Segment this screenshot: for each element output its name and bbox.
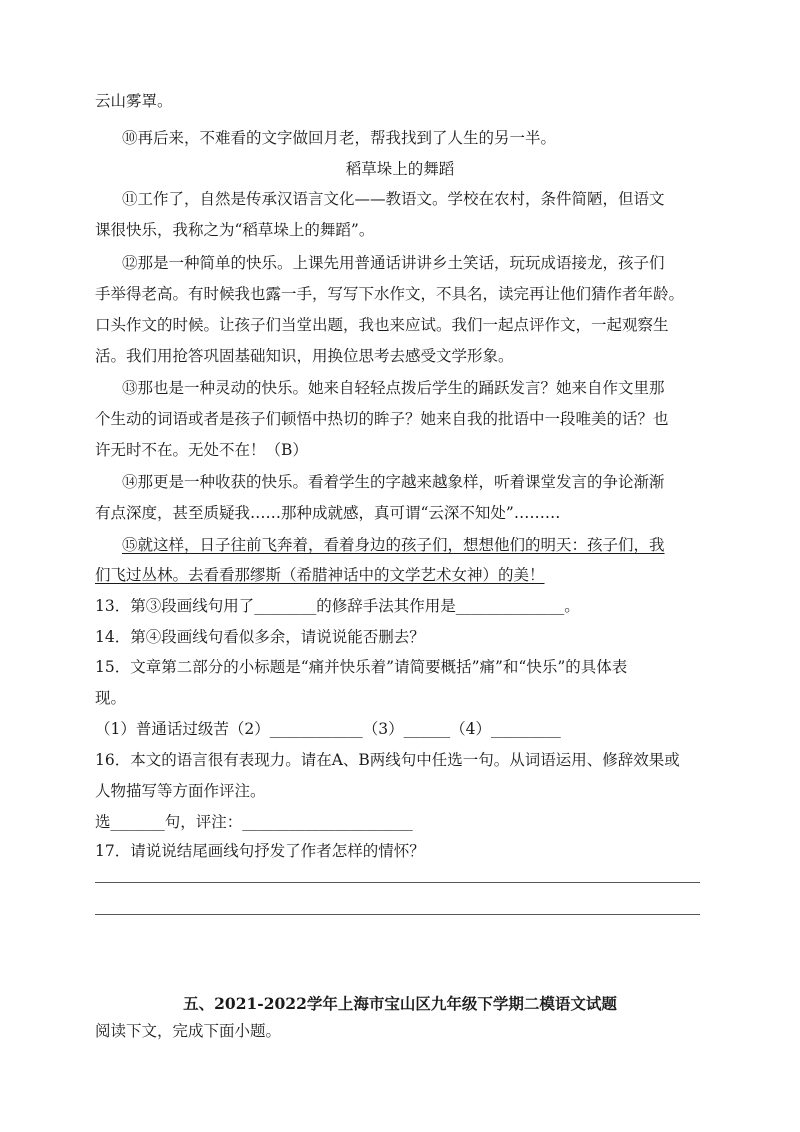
paragraph-11-line-2: 课很快乐，我称之为“稻草垛上的舞蹈”。	[95, 221, 375, 239]
paragraph-12-line-4: 活。我们用抢答巩固基础知识，用换位思考去感受文学形象。	[95, 347, 514, 365]
answer-line-1	[95, 882, 700, 883]
text-line: 云山雾罩。	[95, 92, 173, 110]
question-15-line-1: 15．文章第二部分的小标题是“痛并快乐着”请简要概括”痛”和“快乐”的具体表	[95, 658, 628, 676]
question-16-line-2: 人物描写等方面作评注。	[95, 782, 266, 800]
paragraph-12-line-2: 手举得老高。有时候我也露一手，写写下水作文，不具名，读完再让他们猜作者年龄。	[95, 285, 685, 303]
paragraph-10: ⑩再后来，不难看的文字做回月老，帮我找到了人生的另一半。	[122, 129, 557, 147]
question-13: 13．第③段画线句用了________的修辞手法其作用是______________。	[95, 597, 580, 615]
paragraph-15-underlined-line-2: 们飞过丛林。去看看那缪斯（希腊神话中的文学艺术女神）的美！	[95, 566, 545, 584]
question-17: 17．请说说结尾画线句抒发了作者怎样的情怀？	[95, 842, 425, 860]
paragraph-14-line-2: 有点深度，甚至质疑我……那种成就感，真可谓“云深不知处”………	[95, 504, 561, 522]
question-16-answer: 选_______句，评注：______________________	[95, 813, 413, 831]
question-15-line-2: 现。	[95, 689, 127, 707]
paragraph-11-line-1: ⑪工作了，自然是传承汉语言文化——教语文。学校在农村，条件简陋，但语文	[122, 190, 665, 208]
paragraph-12-line-1: ⑫那是一种简单的快乐。上课先用普通话讲讲乡土笑话，玩玩成语接龙，孩子们	[122, 254, 665, 272]
paragraph-12-line-3: 口头作文的时候。让孩子们当堂出题，我也来应试。我们一起点评作文，一起观察生	[95, 316, 669, 334]
answer-line-2	[95, 914, 700, 915]
paragraph-13-line-1: ⑬那也是一种灵动的快乐。她来自轻轻点拨后学生的踊跃发言？她来自作文里那	[122, 379, 665, 397]
reading-instruction: 阅读下文，完成下面小题。	[95, 1022, 282, 1040]
section-subtitle: 稻草垛上的舞蹈	[345, 160, 455, 178]
paragraph-14-line-1: ⑭那更是一种收获的快乐。看着学生的字越来越象样，听着课堂发言的争论渐渐	[122, 473, 665, 491]
paragraph-13-line-3: 许无时不在。无处不在！（B）	[95, 441, 308, 459]
section-heading: 五、2021-2022学年上海市宝山区九年级下学期二模语文试题	[183, 994, 617, 1013]
paragraph-13-line-2: 个生动的词语或者是孩子们顿悟中热切的眸子？她来自我的批语中一段唯美的话？也	[95, 410, 669, 428]
question-14: 14．第④段画线句看似多余，请说说能否删去？	[95, 628, 425, 646]
question-16-line-1: 16．本文的语言很有表现力。请在A、B两线句中任选一句。从词语运用、修辞效果或	[95, 751, 680, 769]
paragraph-15-underlined-line-1: ⑮就这样，日子往前飞奔着，看着身边的孩子们，想想他们的明天：孩子们，我	[122, 536, 665, 554]
question-15-answers: （1）普通话过级苦（2）____________（3）______（4）_________	[95, 720, 561, 738]
